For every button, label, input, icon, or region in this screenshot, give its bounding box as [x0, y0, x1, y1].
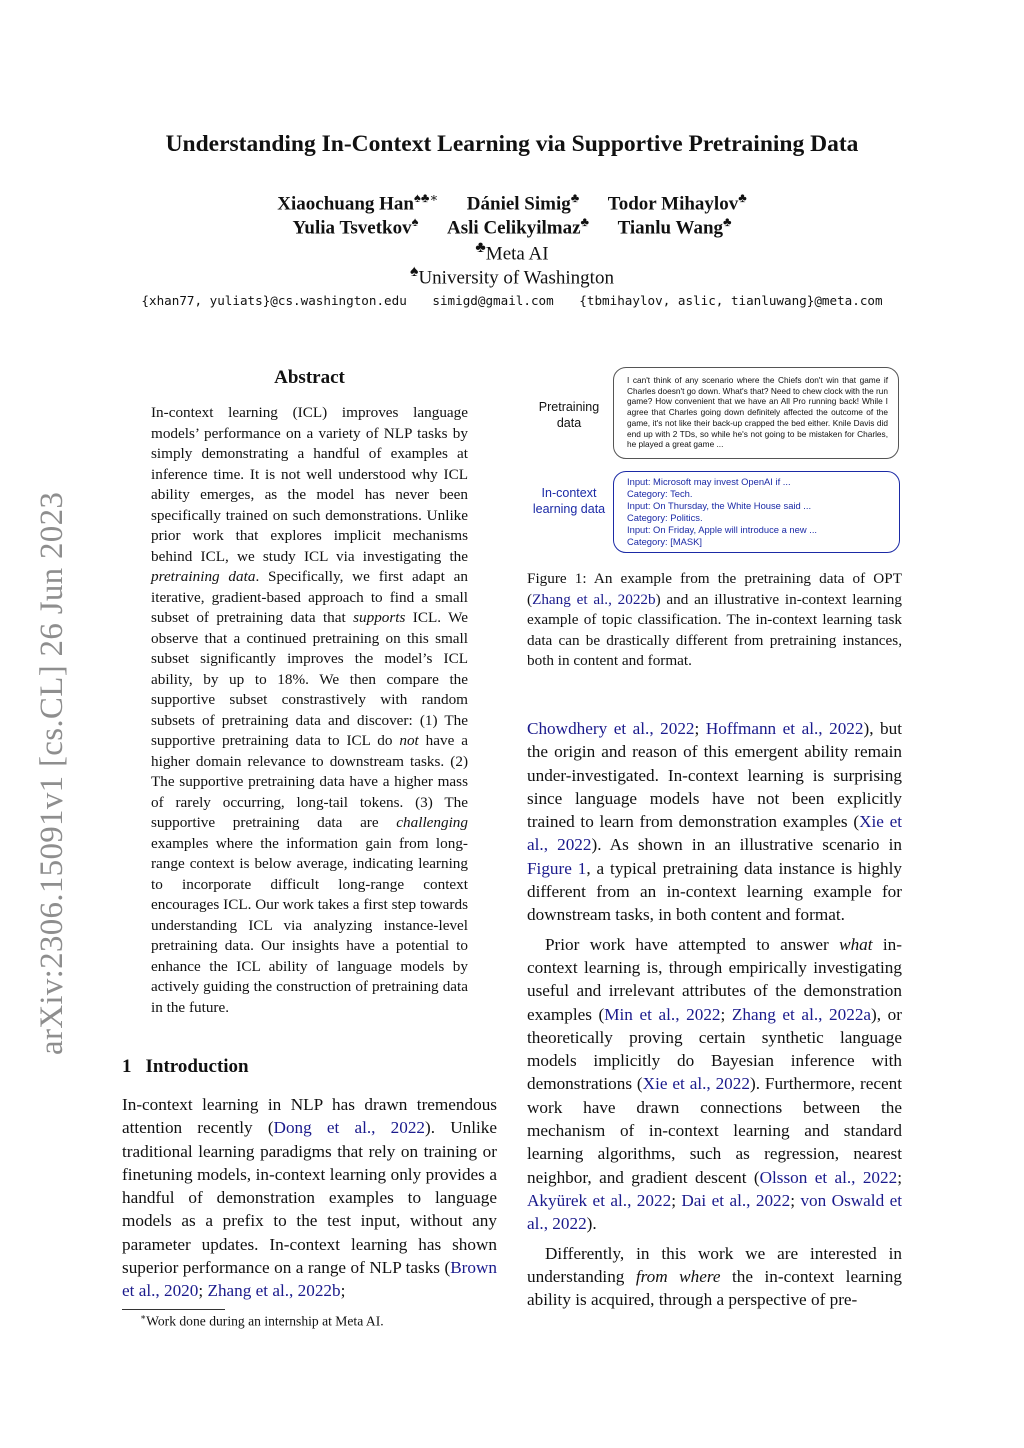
text-segment: ). [586, 1214, 597, 1234]
text-segment: ), but the origin and reason of this emergent ability remain under-investigated. In-context learning is surprising since language models have not been explicitly trained to learn from demonstration examples ( [527, 719, 903, 832]
author-line-1 [0, 190, 1024, 215]
text-segment: In-context learning in NLP has drawn tremendous attention recently ( [122, 1095, 497, 1138]
footnote-rule [122, 1309, 225, 1310]
author-name: Asli Celikyilmaz [447, 217, 581, 239]
text-segment: ; [198, 1281, 208, 1301]
section-heading [122, 1056, 263, 1078]
affiliation-mark: ♣ [475, 239, 486, 256]
right-column-body [527, 717, 902, 1311]
author-name: Todor Mihaylov [607, 193, 739, 215]
incontext-line: Input: On Friday, Apple will introduce a new ... [627, 524, 818, 535]
text-segment: ). Unlike traditional learning paradigms that rely on training or finetuning models, in-context learning only provides a handful of demonstration examples to language models as a prefix to the test input, without any parameter updates. In-context learning has shown superior performance on a range of NLP tasks ( [122, 1118, 497, 1278]
paragraph: Chowdhery et al., 2022; Hoffmann et al., 2022), but the origin and reason of this emergent ability remain under-investigated. In-context learning is surprising since language models have not been explicitly trained to learn from demonstration examples (Xie et al., 2022). As shown in an illustrative scenario in Figure 1, a typical pretraining data instance is highly different from an in-context learning example for downstream tasks, in both content and format. [527, 719, 903, 925]
citation-link[interactable]: Chowdhery et al., 2022 [527, 719, 695, 738]
citation-link[interactable]: Dong et al., 2022 [273, 1118, 426, 1138]
author-affiliation-mark: ♣ [570, 190, 580, 205]
affiliation-name: Meta AI [485, 243, 549, 265]
paragraph [527, 1242, 902, 1312]
text-segment: the in-context learning ability is acquired, through a perspective of pre- [527, 1266, 902, 1310]
citation-link[interactable]: Hoffmann et al., 2022 [705, 719, 864, 738]
text-segment: Differently, in this work we are interested in understanding [527, 1243, 902, 1286]
text-segment: ) and an illustrative in-context learning example of topic classification. The in-context learning task data can be drastically different from pretraining instances, both in content and format. [527, 590, 902, 669]
author-line-2 [0, 214, 1024, 239]
citation-link[interactable]: Zhang et al., 2022b [207, 1281, 341, 1301]
abstract-emphasis: pretraining data [151, 568, 256, 585]
email-uw: {xhan77, yuliats}@cs.washington.edu [141, 293, 407, 308]
email-gmail: simigd@gmail.com [432, 293, 554, 308]
incontext-line: Input: On Thursday, the White House said ... [627, 500, 812, 511]
incontext-line: Input: Microsoft may invest OpenAI if ... [627, 476, 791, 487]
author-name: Yulia Tsvetkov [292, 217, 412, 239]
author-name: Dániel Simig [466, 193, 571, 215]
text-segment: ). As shown in an illustrative scenario in [591, 835, 902, 855]
pretraining-example-box: I can't think of any scenario where the Chiefs don't win that game if Charles doesn't go down. What's that? Need to chew clock with the run game? How convenient that we have an All Pro running back! While I agree that Charles going down definitely affected the outcome of the game, it's not like their back-up crapped the bed either. Knile Davis did end up with 2 TDs, so while he's not going to be mistaken for Charles, he played a great game ... [613, 367, 899, 459]
abstract-heading: Abstract [274, 367, 345, 388]
incontext-line: Category: Tech. [627, 488, 693, 499]
paragraph: Prior work have attempted to answer what in-context learning is, through empirically investigating useful and irrelevant attributes of the demonstration examples (Min et al., 2022; Zhang et al., 2022a), or theoretically proving certain synthetic language models implicitly do Bayesian inference with demonstrations (Xie et al., 2022). Furthermore, recent work have drawn connections between the mechanism of in-context learning and standard learning algorithms, such as regression, nearest neighbor, and gradient descent (Olsson et al., 2022; Akyürek et al., 2022; Dai et al., 2022; von Oswald et al., 2022). [527, 934, 902, 1234]
paper-title: Understanding In-Context Learning via Supportive Pretraining Data [165, 131, 859, 157]
figure-label-pretraining: Pretraining data [538, 400, 600, 430]
footnote-text: Work done during an internship at Meta AI. [146, 1313, 384, 1329]
intro-paragraph [122, 1093, 497, 1303]
citation-link[interactable]: Zhang et al., 2022b [532, 590, 656, 608]
author-affiliation-mark: ♣ [580, 214, 590, 229]
emphasis: what [839, 934, 873, 954]
citation-link[interactable]: Dai et al., 2022 [681, 1190, 791, 1210]
incontext-line: Category: Politics. [627, 512, 703, 523]
section-title: Introduction [145, 1056, 249, 1077]
abstract-segment: examples where the information gain from long-range context is below average, indicating learning to incorporate difficult long-range context encourages ICL. Our work takes a first step towards understanding ICL via analyzing instance-level pretraining data. Our insights have a potential to enhance the ICL ability of language models by actively guiding the construction of pretraining data in the future. [151, 834, 468, 1016]
text-segment: Prior work have attempted to answer [545, 934, 840, 954]
abstract-emphasis: challenging [396, 814, 468, 831]
text-segment: in-context learning is, through empirically investigating useful and irrelevant attributes of the demonstration examples ( [527, 934, 902, 1024]
author-affiliation-mark: ♠♣∗ [414, 190, 439, 205]
footnote-mark: ∗ [140, 1312, 147, 1322]
author-affiliation-mark: ♠ [411, 214, 419, 229]
citation-link[interactable]: Zhang et al., 2022a [731, 1004, 872, 1024]
abstract-segment: . Specifically, we first adapt an iterative, gradient-based approach to find a small subset of pretraining data that [151, 568, 468, 626]
abstract-emphasis: supports [353, 609, 406, 626]
citation-link[interactable]: Xie et al., 2022 [642, 1074, 750, 1094]
figure-reference-link[interactable]: Figure 1 [527, 858, 587, 878]
citation-link[interactable]: Brown et al., 2020 [122, 1258, 497, 1301]
abstract-text [151, 403, 468, 1018]
citation-link[interactable]: Olsson et al., 2022 [759, 1167, 898, 1187]
abstract-segment: In-context learning (ICL) improves language models’ performance on a variety of NLP tasks by simply demonstrating a handful of examples at inference time. It is not well understood why ICL ability emerges, as the model has never been specifically trained on such demonstrations. Unlike prior work that explores implicit mechanisms behind ICL, we study ICL via investigating the [151, 404, 468, 565]
text-segment: ). Furthermore, recent work have drawn connections between the mechanism of in-context learning and standard learning algorithms, such as regression, nearest neighbor, and gradient descent ( [527, 1074, 902, 1187]
text-segment: ; [340, 1281, 346, 1301]
affiliation-mark: ♠ [410, 263, 419, 280]
affiliation-uw [0, 263, 1024, 289]
abstract-segment: have a higher domain relevance to downstream tasks. (2) The supportive pretraining data have a higher mass of rarely occurring, long-tail tokens. (3) The supportive pretraining data are [151, 732, 468, 831]
email-meta: {tbmihaylov, aslic, tianluwang}@meta.com [579, 293, 883, 308]
author-affiliation-mark: ♣ [738, 190, 747, 205]
section-number: 1 [122, 1056, 132, 1077]
emphasis: from where [635, 1266, 721, 1286]
affiliation-name: University of Washington [418, 267, 614, 289]
author-affiliation-mark: ♣ [723, 214, 732, 229]
affiliation-meta [0, 239, 1024, 265]
citation-link[interactable]: Xie et al., 2022 [527, 812, 902, 855]
author-name: Tianlu Wang [617, 217, 724, 239]
abstract-emphasis: not [399, 732, 419, 749]
author-emails [0, 293, 1024, 308]
incontext-example-box [613, 471, 900, 553]
incontext-line: Category: [MASK] [627, 536, 703, 547]
citation-link[interactable]: Akyürek et al., 2022 [527, 1190, 672, 1210]
arxiv-identifier: arXiv:2306.15091v1 [cs.CL] 26 Jun 2023 [34, 491, 70, 1055]
text-segment: Figure 1: An example from the pretraining data of OPT ( [527, 570, 902, 608]
citation-link[interactable]: Min et al., 2022 [604, 1004, 721, 1024]
citation-link[interactable]: von Oswald et al., 2022 [527, 1190, 902, 1234]
figure-caption [527, 569, 902, 672]
footnote [140, 1312, 384, 1330]
abstract-segment: ICL. We observe that a continued pretraining on this small subset significantly improves the model’s ICL ability, by up to 18%. We then compare the supportive subset constrastively with random subsets of pretraining data and discover: (1) The supportive pretraining data to ICL do [151, 609, 468, 749]
text-segment: , a typical pretraining data instance is highly different from an in-context learning example for downstream tasks, in both content and format. [527, 858, 902, 925]
figure-label-incontext: In-context learning data [532, 486, 606, 516]
text-segment: ), or theoretically proving certain synthetic language models implicitly do Bayesian inference with demonstrations ( [527, 1004, 902, 1094]
author-name: Xiaochuang Han [277, 193, 414, 215]
